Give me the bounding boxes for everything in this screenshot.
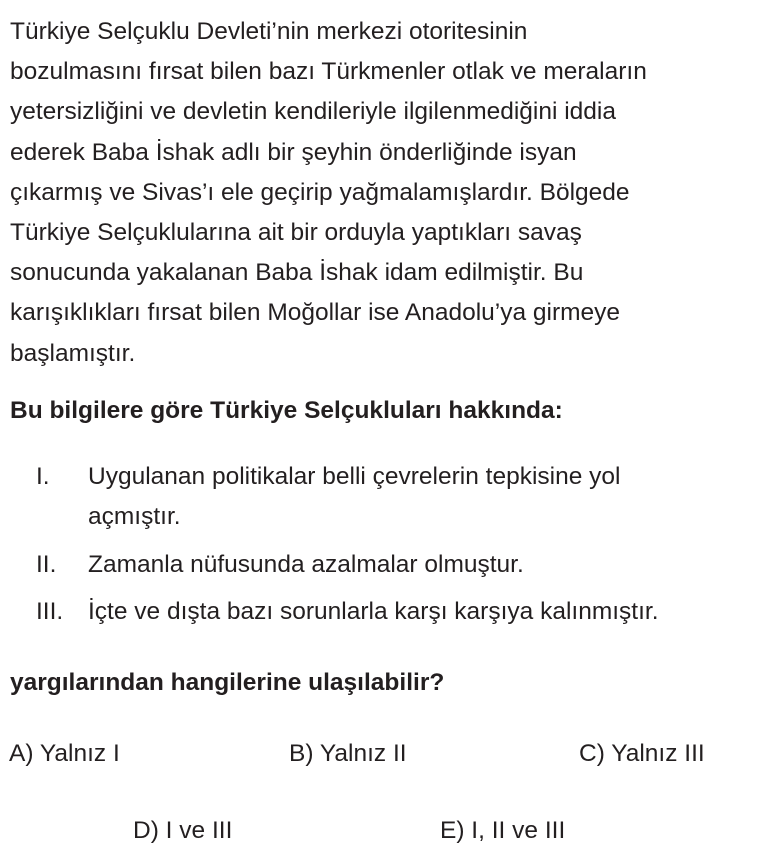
passage-line: başlamıştır. (10, 339, 136, 367)
statement-line: İçte ve dışta bazı sorunlarla karşı karşıya kalınmıştır. (88, 598, 659, 625)
passage-line: Türkiye Selçuklu Devleti’nin merkezi otoritesinin (10, 18, 528, 45)
option-a[interactable]: A) Yalnız I (9, 740, 120, 767)
question-stem: Bu bilgilere göre Türkiye Selçukluları hakkında: (10, 397, 563, 424)
statement-line: Zamanla nüfusunda azalmalar olmuştur. (88, 551, 524, 578)
statement-text (88, 457, 760, 537)
option-b[interactable]: B) Yalnız II (289, 740, 407, 767)
statement-numeral: II. (36, 551, 57, 578)
passage-line: sonucunda yakalanan Baba İshak idam edilmiştir. Bu (10, 259, 584, 287)
passage-line: Türkiye Selçuklularına ait bir orduyla yaptıkları savaş (10, 219, 582, 247)
passage-line: çıkarmış ve Sivas’ı ele geçirip yağmalamışlardır. Bölgede (10, 178, 630, 206)
statement-numeral: III. (36, 598, 64, 625)
statement-text (88, 545, 760, 585)
passage (10, 12, 760, 374)
statement-line: açmıştır. (88, 503, 181, 530)
statement-text (88, 592, 760, 632)
statement-numeral: I. (36, 463, 50, 490)
passage-line: karışıklıkları fırsat bilen Moğollar ise Anadolu’ya girmeye (10, 299, 621, 327)
passage-line: yetersizliğini ve devletin kendileriyle ilgilenmediğini iddia (10, 98, 617, 126)
option-e[interactable]: E) I, II ve III (440, 817, 566, 844)
passage-line: bozulmasını fırsat bilen bazı Türkmenler otlak ve meraların (10, 58, 647, 86)
question-closing: yargılarından hangilerine ulaşılabilir? (10, 669, 445, 696)
option-c[interactable]: C) Yalnız III (579, 740, 705, 767)
statement-line: Uygulanan politikalar belli çevrelerin tepkisine yol (88, 463, 621, 490)
option-d[interactable]: D) I ve III (133, 817, 233, 844)
passage-line: ederek Baba İshak adlı bir şeyhin önderliğinde isyan (10, 138, 577, 166)
